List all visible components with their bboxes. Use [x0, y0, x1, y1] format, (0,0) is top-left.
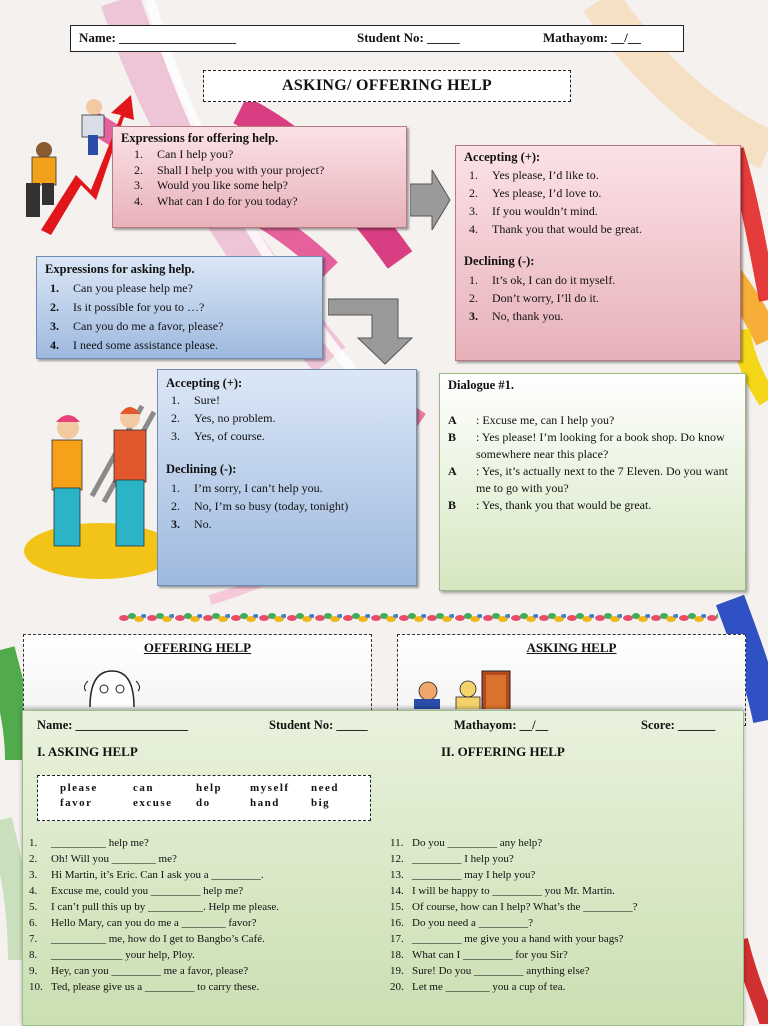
question-number: 14.: [390, 885, 404, 897]
question-number: 15.: [390, 901, 404, 913]
asking-expressions-box: [36, 256, 323, 359]
door-knocking-illustration: [410, 665, 520, 709]
question-item: [29, 933, 265, 946]
list-item: 3. Would you like some help?: [134, 178, 289, 192]
question-item: [29, 917, 256, 930]
list-item: 1. Yes please, I’d like to.: [469, 168, 599, 182]
question-text: _________ may I help you?: [412, 869, 536, 881]
right-arrow-icon: [410, 170, 452, 230]
question-item: [29, 853, 177, 866]
asking-expressions-title: Expressions for asking help.: [45, 262, 195, 276]
sheet-student-no-label: Student No: _____: [269, 718, 368, 732]
question-number: 1.: [29, 837, 38, 849]
asking-accepting-title: Accepting (+):: [166, 376, 243, 390]
question-number: 12.: [390, 853, 404, 865]
mathayom-field-label: Mathayom: __/__: [543, 30, 641, 45]
asking-responses-box: [157, 369, 417, 586]
student-no-field-label: Student No: _____: [357, 30, 460, 45]
list-item: 4. I need some assistance please.: [50, 338, 218, 352]
question-number: 3.: [29, 869, 38, 881]
offering-expressions-title: Expressions for offering help.: [121, 131, 279, 145]
question-item: [29, 837, 149, 850]
list-item: 3. Can you do me a favor, please?: [50, 319, 224, 333]
question-item: [29, 901, 279, 914]
dialogue-line: A : Excuse me, can I help you?: [448, 413, 615, 427]
list-item: 2. No, I’m so busy (today, tonight): [171, 499, 349, 513]
question-text: Excuse me, could you _________ help me?: [51, 885, 244, 897]
word-bank-word: do: [196, 797, 211, 809]
word-bank-word: excuse: [133, 797, 173, 809]
question-item: [390, 933, 623, 946]
question-text: _________ I help you?: [412, 853, 514, 865]
page-title: ASKING/ OFFERING HELP: [203, 70, 571, 102]
question-item: [390, 869, 535, 882]
offering-expressions-list: [121, 147, 324, 209]
word-bank-word: please: [60, 782, 98, 794]
list-item: 4. What can I do for you today?: [134, 193, 298, 208]
question-number: 11.: [390, 837, 404, 849]
question-item: [29, 965, 248, 978]
question-number: 17.: [390, 933, 404, 945]
word-bank-word: need: [311, 782, 339, 794]
question-number: 16.: [390, 917, 404, 929]
question-text: _____________ your help, Ploy.: [51, 949, 195, 961]
exercise-worksheet: [22, 710, 744, 1026]
offering-declining-title: Declining (-):: [464, 254, 535, 268]
question-text: Of course, how can I help? What’s the _________?: [412, 901, 638, 913]
question-item: [390, 949, 568, 962]
list-item: 2. Is it possible for you to …?: [50, 300, 205, 314]
list-item: 1. Can I help you?: [134, 147, 234, 161]
question-text: I can’t pull this up by __________. Help me please.: [51, 901, 280, 913]
question-text: __________ me, how do I get to Bangbo’s Café.: [51, 933, 265, 945]
question-text: What can I _________ for you Sir?: [412, 949, 568, 961]
question-item: [390, 885, 615, 898]
asking-declining-list: [158, 479, 348, 533]
question-item: [29, 869, 264, 882]
asking-accepting-list: [158, 391, 275, 445]
question-number: 13.: [390, 869, 404, 881]
sheet-score-label: Score: ______: [641, 718, 716, 732]
question-number: 4.: [29, 885, 38, 897]
offering-responses-box: [455, 145, 741, 361]
word-bank-word: myself: [250, 782, 290, 794]
question-text: Ted, please give us a _________ to carry these.: [51, 981, 260, 993]
list-item: 3. If you wouldn’t mind.: [469, 204, 598, 218]
offering-accepting-list: [456, 166, 642, 238]
word-bank-word: favor: [60, 797, 93, 809]
question-text: Oh! Will you ________ me?: [51, 853, 177, 865]
list-item: 1. Sure!: [171, 393, 220, 407]
offering-help-worksheet-title: OFFERING HELP: [143, 640, 252, 655]
offering-accepting-title: Accepting (+):: [464, 150, 541, 164]
turn-down-arrow-icon: [328, 298, 418, 366]
list-item: 2. Yes please, I’d love to.: [469, 186, 602, 200]
dialogue-line: B : Yes, thank you that would be great.: [448, 498, 652, 512]
question-number: 18.: [390, 949, 404, 961]
question-text: Do you _________ any help?: [412, 837, 543, 849]
sheet-mathayom-label: Mathayom: __/__: [454, 718, 549, 732]
question-number: 9.: [29, 965, 38, 977]
word-bank-word: big: [311, 797, 331, 809]
asking-expressions-list: [37, 279, 223, 355]
list-item: 4. Thank you that would be great.: [469, 222, 642, 236]
question-number: 20.: [390, 981, 404, 993]
question-item: [390, 901, 638, 914]
sheet-name-label: Name: __________________: [37, 718, 189, 732]
question-text: Sure! Do you _________ anything else?: [412, 965, 590, 977]
dialogue-line: B : Yes please! I’m looking for a book shop. Do know somewhere near this place?: [448, 430, 725, 461]
question-text: Hello Mary, can you do me a ________ favor?: [51, 917, 257, 929]
question-text: Do you need a _________?: [412, 917, 533, 929]
section-asking-help-heading: I. ASKING HELP: [37, 744, 138, 759]
question-text: _________ me give you a hand with your bags?: [412, 933, 624, 945]
question-item: [390, 965, 590, 978]
question-number: 7.: [29, 933, 38, 945]
dialogue-lines: [448, 412, 738, 514]
list-item: 1. Can you please help me?: [50, 281, 193, 295]
question-number: 10.: [29, 981, 43, 993]
question-item: [390, 837, 542, 850]
decorative-divider: [118, 610, 718, 626]
word-bank-word: help: [196, 782, 223, 794]
offering-declining-list: [456, 271, 615, 325]
list-item: 1. I’m sorry, I can’t help you.: [171, 481, 323, 495]
question-number: 6.: [29, 917, 38, 929]
question-item: [390, 981, 565, 994]
dialogue-box: [439, 373, 746, 591]
question-number: 8.: [29, 949, 38, 961]
dialogue-line: A : Yes, it’s actually next to the 7 Eleven. Do you want me to go with you?: [448, 464, 728, 495]
question-text: Let me ________ you a cup of tea.: [412, 981, 566, 993]
list-item: 1. It’s ok, I can do it myself.: [469, 273, 616, 287]
list-item: 2. Shall I help you with your project?: [134, 162, 325, 177]
question-item: [29, 949, 195, 962]
asking-help-worksheet-title: ASKING HELP: [526, 640, 617, 655]
old-man-face-illustration: [82, 667, 142, 707]
question-item: [29, 885, 243, 898]
list-item: 2. Don’t worry, I’ll do it.: [469, 291, 599, 305]
dialogue-title: Dialogue #1.: [448, 378, 514, 392]
list-item: 3. Yes, of course.: [171, 429, 265, 443]
student-info-header: [70, 25, 684, 52]
section-offering-help-heading: II. OFFERING HELP: [441, 744, 565, 759]
list-item: 3. No.: [171, 517, 212, 531]
word-bank-word: hand: [250, 797, 280, 809]
question-item: [29, 981, 259, 994]
question-text: __________ help me?: [51, 837, 149, 849]
question-text: I will be happy to _________ you Mr. Martin.: [412, 885, 615, 897]
question-item: [390, 917, 533, 930]
word-bank-word: can: [133, 782, 154, 794]
word-bank: [37, 775, 371, 821]
name-field-label: Name: __________________: [79, 30, 237, 45]
question-text: Hi Martin, it’s Eric. Can I ask you a _________.: [51, 869, 264, 881]
question-text: Hey, can you _________ me a favor, please?: [51, 965, 249, 977]
list-item: 2. Yes, no problem.: [171, 411, 276, 425]
question-number: 19.: [390, 965, 404, 977]
question-number: 2.: [29, 853, 38, 865]
question-item: [390, 853, 514, 866]
asking-declining-title: Declining (-):: [166, 462, 237, 476]
list-item: 3. No, thank you.: [469, 309, 564, 323]
question-number: 5.: [29, 901, 38, 913]
offering-expressions-box: [112, 126, 407, 228]
